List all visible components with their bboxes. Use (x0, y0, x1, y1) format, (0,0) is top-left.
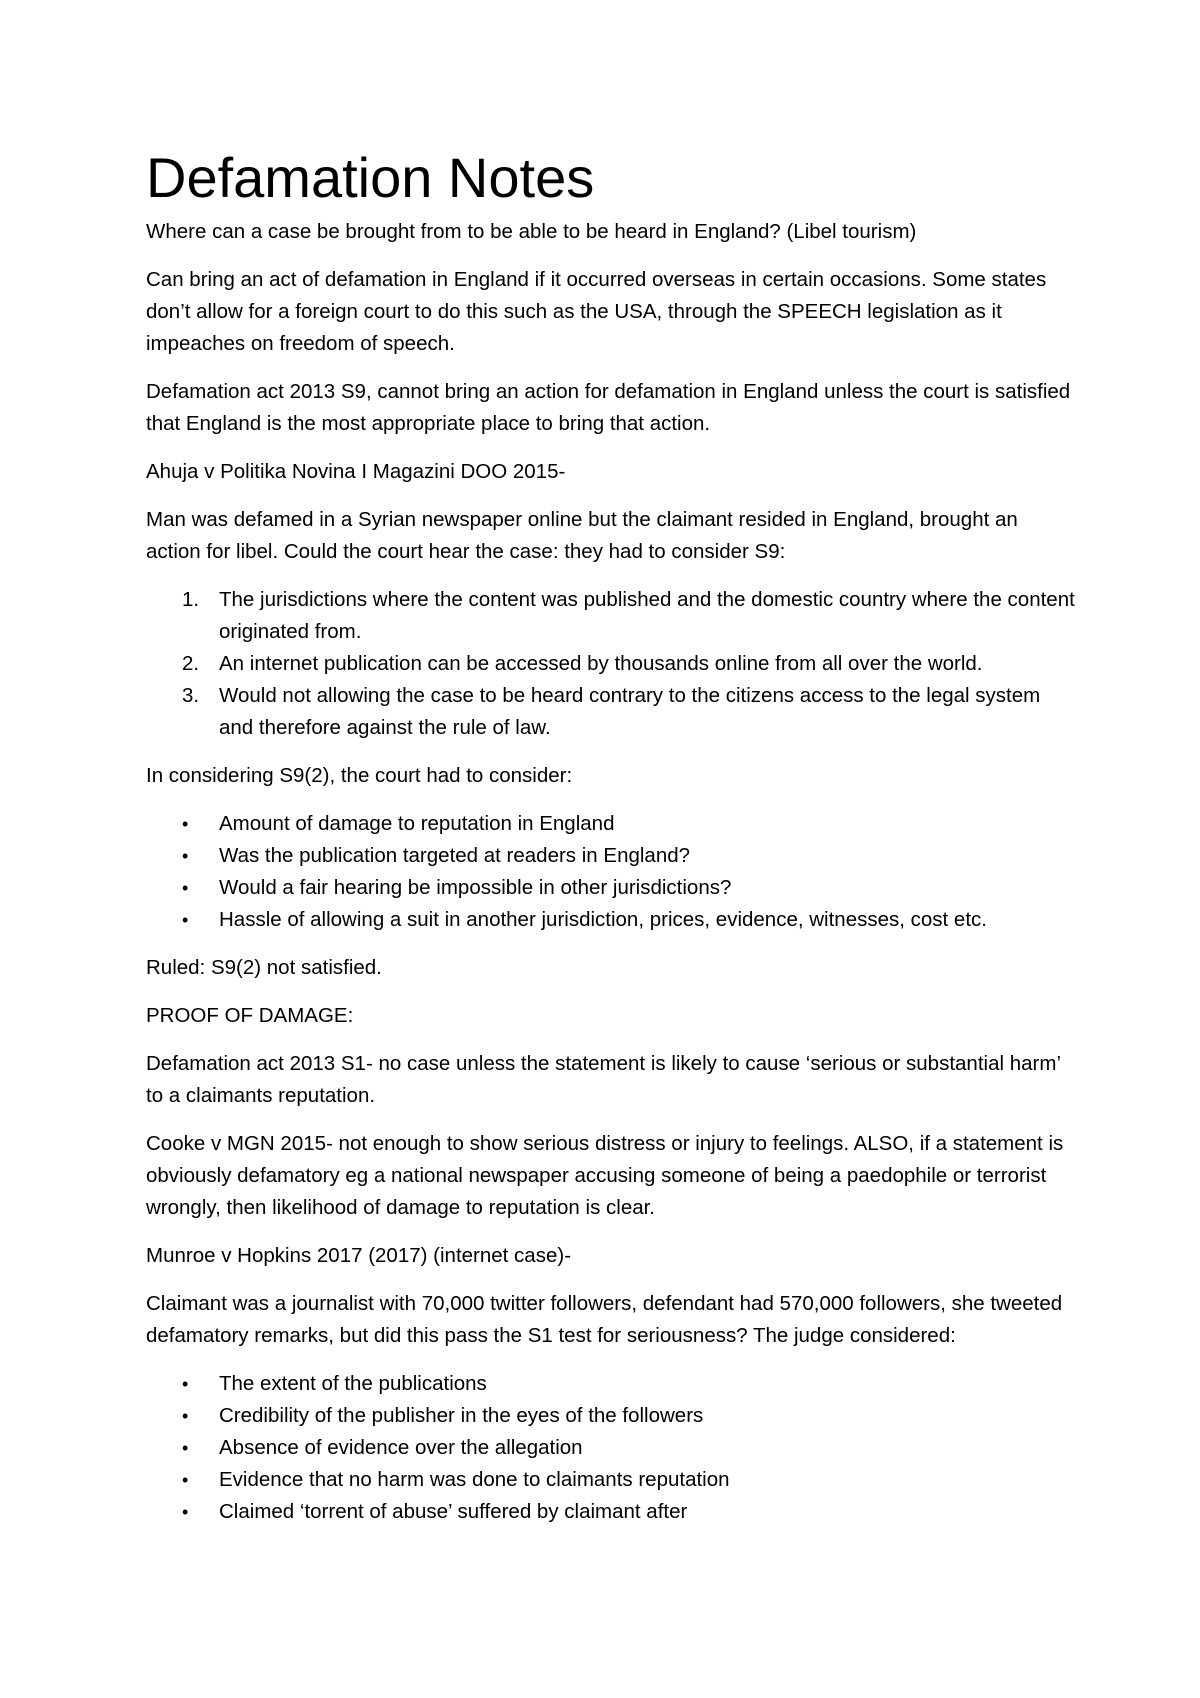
bullet-icon: • (182, 1406, 189, 1426)
list-item-text: Hassle of allowing a suit in another jurisdiction, prices, evidence, witnesses, cost etc. (219, 908, 987, 931)
list-item (146, 904, 1076, 936)
bullet-icon: • (182, 910, 189, 930)
paragraph-defamation-act-s1: Defamation act 2013 S1- no case unless the statement is likely to cause ‘serious or substantial harm’ to a claimants reputation. (146, 1052, 1061, 1107)
list-item-text: Was the publication targeted at readers in England? (219, 844, 691, 867)
paragraph-munroe-facts: Claimant was a journalist with 70,000 twitter followers, defendant had 570,000 followers, she tweeted defamatory remarks, but did this pass the S1 test for seriousness? The judge considered: (146, 1292, 1063, 1347)
case-heading-munroe: Munroe v Hopkins 2017 (2017) (internet case)- (146, 1244, 572, 1267)
list-item-text: Absence of evidence over the allegation (219, 1436, 583, 1459)
list-item (146, 840, 1076, 872)
paragraph-ahuja-facts: Man was defamed in a Syrian newspaper online but the claimant resided in England, brought an action for libel. Could the court hear the case: they had to consider S9: (146, 508, 1018, 563)
list-item-text: Evidence that no harm was done to claimants reputation (219, 1468, 730, 1491)
list-item-text: The extent of the publications (219, 1372, 487, 1395)
list-item (146, 808, 1076, 840)
bullet-icon: • (182, 1470, 189, 1490)
list-number: 2. (182, 652, 200, 675)
list-number: 1. (182, 588, 200, 611)
list-item (146, 1368, 1076, 1400)
paragraph-s9-2: In considering S9(2), the court had to consider: (146, 764, 573, 787)
numbered-list-s9 (146, 584, 1076, 744)
list-item (146, 1496, 1076, 1528)
list-item (146, 648, 1076, 680)
paragraph-cooke-v-mgn: Cooke v MGN 2015- not enough to show serious distress or injury to feelings. ALSO, if a statement is obviously defamatory eg a national newspaper accusing someone of being a paedophile or terrorist wrongly, then likelihood of damage to reputation is clear. (146, 1132, 1064, 1219)
paragraph-libel-tourism: Can bring an act of defamation in England if it occurred overseas in certain occasions. Some states don’t allow for a foreign court to do this such as the USA, through the SPEECH legislation as it impeaches on freedom of speech. (146, 268, 1047, 355)
list-item-text: The jurisdictions where the content was published and the domestic country where the content originated from. (219, 588, 1075, 643)
bullet-list-judge-considered (146, 1368, 1076, 1528)
bullet-icon: • (182, 1438, 189, 1458)
paragraph-defamation-act-s9: Defamation act 2013 S9, cannot bring an action for defamation in England unless the court is satisfied that England is the most appropriate place to bring that action. (146, 380, 1071, 435)
list-item (146, 872, 1076, 904)
list-item (146, 680, 1076, 744)
list-item-text: Would a fair hearing be impossible in other jurisdictions? (219, 876, 732, 899)
list-item-text: Would not allowing the case to be heard contrary to the citizens access to the legal system and therefore against the rule of law. (219, 684, 1041, 739)
paragraph-question: Where can a case be brought from to be able to be heard in England? (Libel tourism) (146, 220, 917, 243)
bullet-icon: • (182, 1374, 189, 1394)
paragraph-ruling: Ruled: S9(2) not satisfied. (146, 956, 382, 979)
list-item (146, 1464, 1076, 1496)
list-item-text: An internet publication can be accessed by thousands online from all over the world. (219, 652, 983, 675)
list-item (146, 1432, 1076, 1464)
list-item (146, 1400, 1076, 1432)
list-item-text: Amount of damage to reputation in England (219, 812, 615, 835)
bullet-icon: • (182, 878, 189, 898)
document-title: Defamation Notes (146, 146, 595, 209)
list-number: 3. (182, 684, 200, 707)
bullet-list-s9-2 (146, 808, 1076, 936)
bullet-icon: • (182, 814, 189, 834)
list-item (146, 584, 1076, 648)
document-body (146, 148, 1076, 1544)
bullet-icon: • (182, 1502, 189, 1522)
section-heading-proof-of-damage: PROOF OF DAMAGE: (146, 1004, 354, 1027)
bullet-icon: • (182, 846, 189, 866)
list-item-text: Credibility of the publisher in the eyes of the followers (219, 1404, 704, 1427)
list-item-text: Claimed ‘torrent of abuse’ suffered by claimant after (219, 1500, 688, 1523)
case-heading-ahuja: Ahuja v Politika Novina I Magazini DOO 2015- (146, 460, 566, 483)
